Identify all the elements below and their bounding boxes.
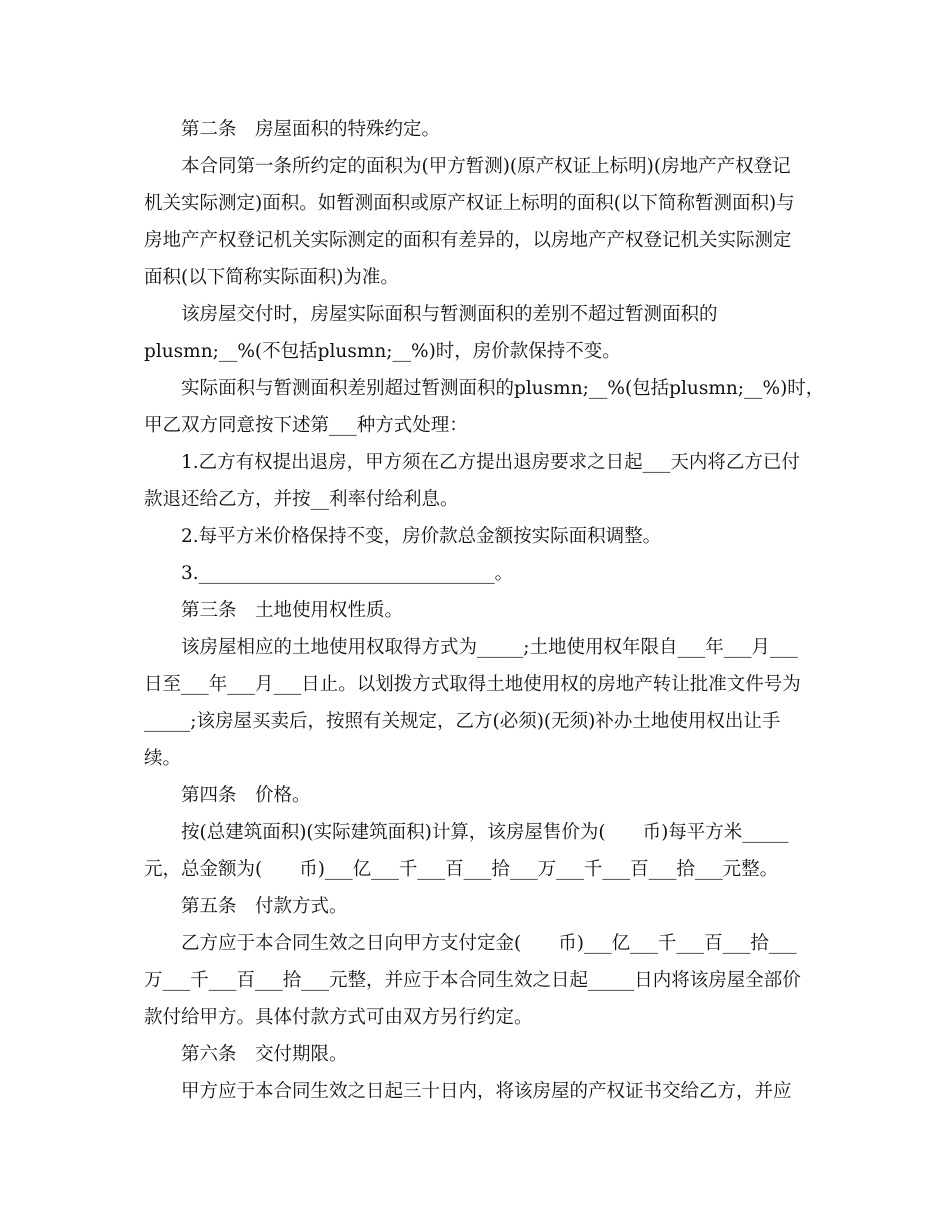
article-3-heading: 第三条 土地使用权性质。 — [181, 600, 404, 621]
paragraph-line: 机关实际测定)面积。如暂测面积或原产权证上标明的面积(以下简称暂测面积)与 — [144, 193, 795, 214]
paragraph-line: 万___千___百___拾___元整，并应于本合同生效之日起_____日内将该房屋全部价 — [144, 970, 801, 991]
paragraph-line: plusmn;__%(不包括plusmn;__%)时，房价款保持不变。 — [144, 341, 621, 362]
paragraph-line: 款付给甲方。具体付款方式可由双方另行约定。 — [144, 1007, 533, 1028]
paragraph-line: 元，总金额为( 币)___亿___千___百___拾___万___千___百___拾___元整。 — [144, 859, 779, 880]
paragraph-line: 续。 — [144, 748, 182, 769]
list-item-line: 1.乙方有权提出退房，甲方须在乙方提出退房要求之日起___天内将乙方已付 — [181, 452, 800, 473]
paragraph-line: 甲方应于本合同生效之日起三十日内，将该房屋的产权证书交给乙方，并应 — [181, 1081, 792, 1102]
list-item-line: 2.每平方米价格保持不变，房价款总金额按实际面积调整。 — [181, 526, 662, 547]
paragraph-line: 实际面积与暂测面积差别超过暂测面积的plusmn;__%(包括plusmn;__%)时， — [181, 378, 825, 399]
paragraph-line: 面积(以下简称实际面积)为准。 — [144, 267, 399, 288]
article-5-heading: 第五条 付款方式。 — [181, 896, 348, 917]
list-item-line: 3.________________________________。 — [181, 563, 514, 584]
paragraph-line: 房地产产权登记机关实际测定的面积有差异的，以房地产产权登记机关实际测定 — [144, 230, 792, 251]
paragraph-line: 按(总建筑面积)(实际建筑面积)计算，该房屋售价为( 币)每平方米_____ — [181, 822, 789, 843]
paragraph-line: 该房屋相应的土地使用权取得方式为_____;土地使用权年限自___年___月___ — [181, 637, 798, 658]
article-4-heading: 第四条 价格。 — [181, 785, 311, 806]
paragraph-line: 日至___年___月___日止。以划拨方式取得土地使用权的房地产转让批准文件号为 — [144, 674, 801, 695]
paragraph-line: 乙方应于本合同生效之日向甲方支付定金( 币)___亿___千___百___拾___ — [181, 933, 797, 954]
paragraph-line: 该房屋交付时，房屋实际面积与暂测面积的差别不超过暂测面积的 — [181, 304, 718, 325]
paragraph-line: _____;该房屋买卖后，按照有关规定，乙方(必须)(无须)补办土地使用权出让手 — [144, 711, 781, 732]
paragraph-line: 本合同第一条所约定的面积为(甲方暂测)(原产权证上标明)(房地产产权登记 — [181, 156, 791, 177]
article-6-heading: 第六条 交付期限。 — [181, 1044, 348, 1065]
article-2-heading: 第二条 房屋面积的特殊约定。 — [181, 119, 441, 140]
paragraph-line: 甲乙双方同意按下述第___种方式处理： — [144, 415, 468, 436]
list-item-line: 款退还给乙方，并按__利率付给利息。 — [144, 489, 459, 510]
